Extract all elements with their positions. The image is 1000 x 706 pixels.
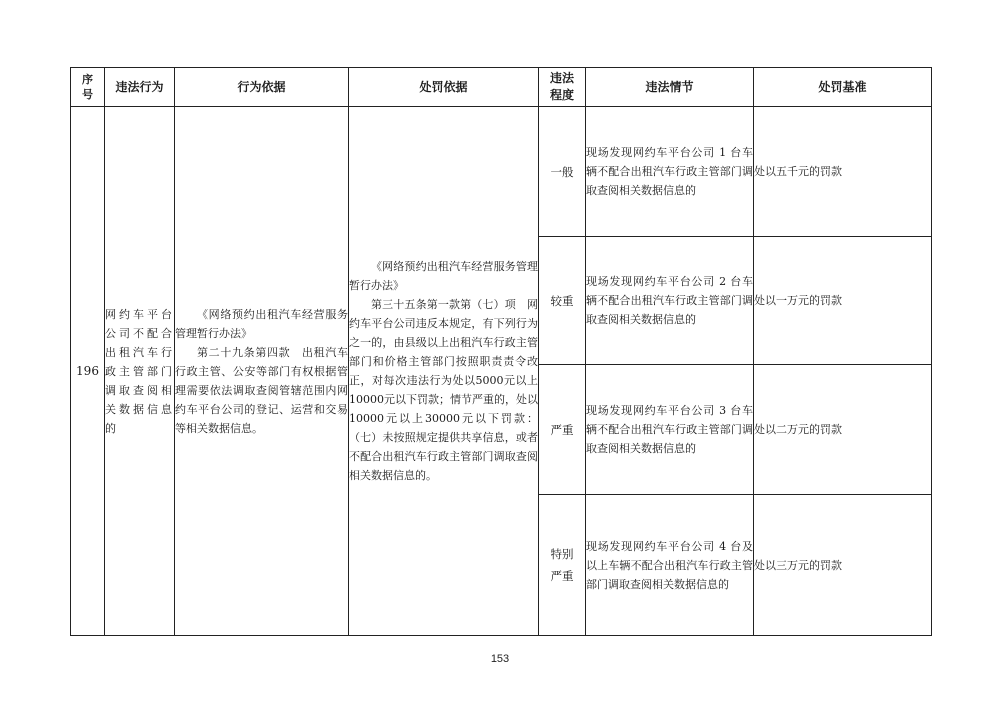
seq-cell: 196 — [71, 107, 105, 636]
degree-cell — [539, 495, 586, 636]
penalty-basis-article: 第三十五条第一款第（七）项 网约车平台公司违反本规定，有下列行为之一的，由县级以上出租汽车行政主管部门和价格主管部门按照职责责令改正，对每次违法行为处以5000元以上10000元以下罚款；情节严重的，处以10000元以上30000元以下罚款：（七）未按照规定提供共享信息，或者不配合出租汽车行政主管部门调取查阅相关数据信息的。 — [349, 298, 538, 482]
degree-cell: 严重 — [539, 365, 586, 495]
circumstance-cell: 现场发现网约车平台公司 4 台及以上车辆不配合出租汽车行政主管部门调取查阅相关数据信息的 — [586, 495, 754, 636]
standard-cell: 处以五千元的罚款 — [754, 107, 932, 237]
table-row — [71, 107, 932, 237]
header-basis: 行为依据 — [175, 68, 349, 107]
standard-cell: 处以一万元的罚款 — [754, 237, 932, 365]
header-penalty-basis: 处罚依据 — [349, 68, 539, 107]
header-seq — [71, 68, 105, 107]
header-circumstance: 违法情节 — [586, 68, 754, 107]
standard-cell: 处以三万元的罚款 — [754, 495, 932, 636]
basis-article: 第二十九条第四款 出租汽车行政主管、公安等部门有权根据管理需要依法调取查阅管辖范围内网约车平台公司的登记、运营和交易等相关数据信息。 — [175, 345, 348, 435]
circumstance-cell: 现场发现网约车平台公司 2 台车辆不配合出租汽车行政主管部门调取查阅相关数据信息的 — [586, 237, 754, 365]
penalty-basis-cell — [349, 107, 539, 636]
degree-cell: 一般 — [539, 107, 586, 237]
header-degree-text: 违法程度 — [549, 71, 574, 102]
basis-cell — [175, 107, 349, 636]
degree-cell: 较重 — [539, 237, 586, 365]
header-row — [71, 68, 932, 107]
header-standard: 处罚基准 — [754, 68, 932, 107]
header-seq-text: 序号 — [82, 73, 93, 101]
header-degree — [539, 68, 586, 107]
circumstance-cell: 现场发现网约车平台公司 1 台车辆不配合出租汽车行政主管部门调取查阅相关数据信息的 — [586, 107, 754, 237]
standard-cell: 处以二万元的罚款 — [754, 365, 932, 495]
page-number: 153 — [490, 653, 510, 665]
behavior-cell: 网约车平台公司不配合出租汽车行政主管部门调取查阅相关数据信息的 — [105, 107, 175, 636]
degree-text: 特别严重 — [550, 547, 574, 583]
header-behavior: 违法行为 — [105, 68, 175, 107]
circumstance-cell: 现场发现网约车平台公司 3 台车辆不配合出租汽车行政主管部门调取查阅相关数据信息的 — [586, 365, 754, 495]
penalty-basis-title: 《网络预约出租汽车经营服务管理暂行办法》 — [349, 260, 538, 292]
basis-title: 《网络预约出租汽车经营服务管理暂行办法》 — [175, 307, 348, 340]
penalty-standard-table — [70, 67, 932, 636]
